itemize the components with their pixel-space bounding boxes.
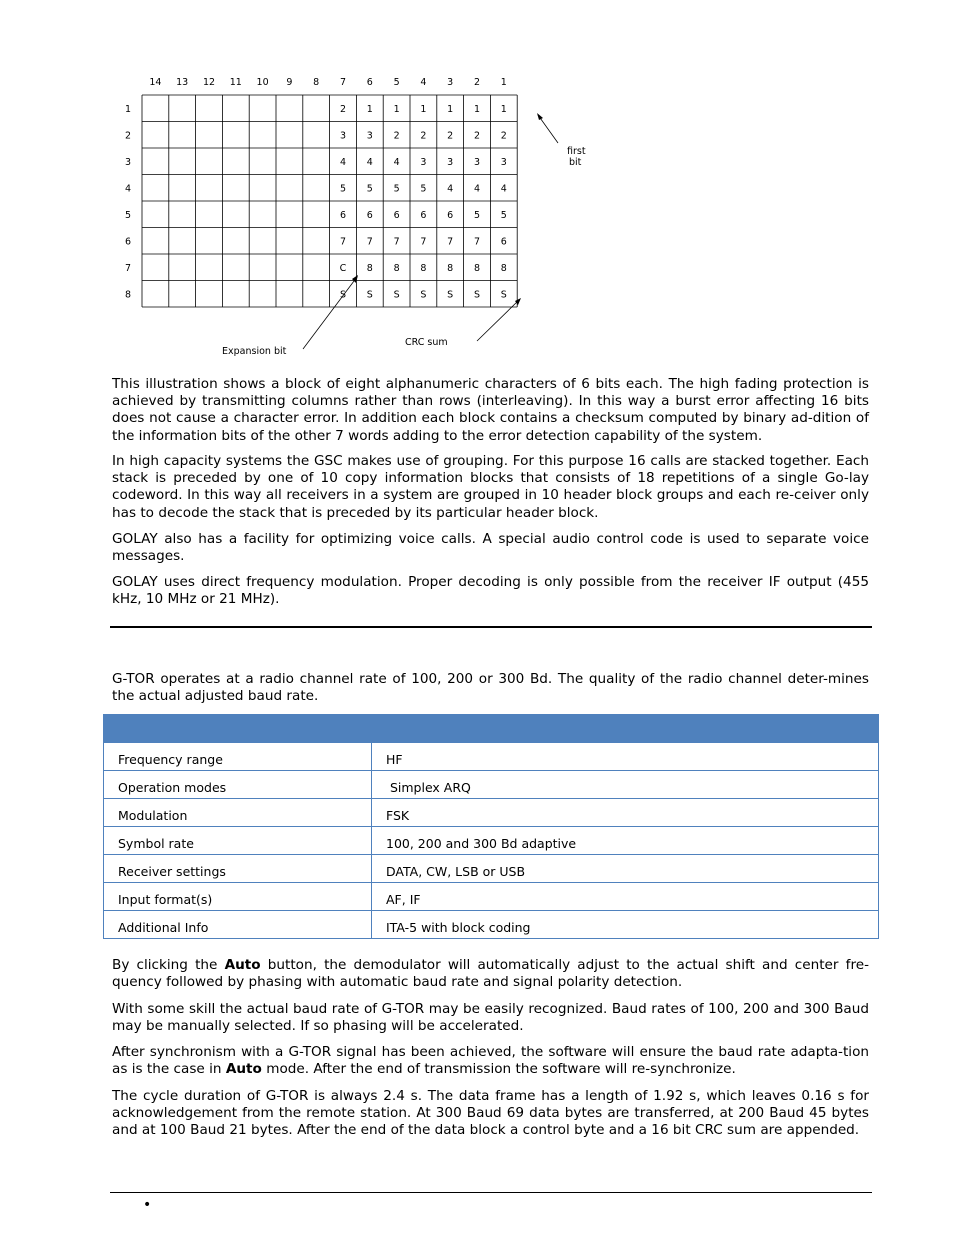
cell-value: S: [473, 289, 481, 301]
footer-divider: [110, 1192, 872, 1193]
row-header-label: 6: [124, 236, 132, 248]
crc-sum-arrowhead: [515, 298, 521, 305]
cell-value: S: [447, 289, 454, 301]
table-row: [104, 883, 879, 911]
footer-bullet: •: [143, 1197, 152, 1213]
cell-value: 1: [393, 103, 400, 115]
row-value: 100, 200 and 300 Bd adaptive: [372, 827, 879, 855]
row-header-label: 4: [124, 183, 132, 195]
cell-value: 2: [339, 103, 347, 115]
paragraph-grouping: In high capacity systems the GSC makes use of grouping. For this purpose 16 calls are stacked together. Each stack is preceded by one of 10 copy information blocks that consists of 18 repetitions of a single Go-lay codeword. In this way all receivers in a system are grouped in 10 header block groups and each re-ceiver only has to decode the stack that is preceded by its particular header block.: [112, 453, 869, 521]
cell-value: 3: [339, 130, 347, 142]
auto-keyword: Auto: [224, 957, 261, 973]
first-bit-label-line2: bit: [569, 157, 582, 168]
column-header-label: 2: [473, 77, 481, 88]
cell-value: 4: [366, 156, 373, 168]
paragraph-baud-recognition: With some skill the actual baud rate of G-TOR may be easily recognized. Baud rates of 100, 200 and 300 Baud may be manually selected. If so phasing will be accelerated.: [112, 1001, 869, 1035]
cell-value: S: [500, 289, 507, 301]
row-header-label: 1: [124, 103, 132, 115]
column-header-label: 4: [420, 77, 427, 88]
interleaving-block-diagram: [0, 0, 954, 370]
paragraph-modulation: GOLAY uses direct frequency modulation. Proper decoding is only possible from the receiver IF output (455 kHz, 10 MHz or 21 MHz).: [112, 574, 869, 608]
table-row: [104, 911, 879, 939]
expansion-bit-arrowhead: [352, 275, 358, 283]
paragraph-sync: [112, 1044, 869, 1078]
column-header-label: 1: [500, 77, 507, 88]
cell-value: 6: [420, 209, 427, 221]
row-value: Simplex ARQ: [372, 771, 879, 799]
column-header-label: 5: [393, 77, 400, 88]
section-divider: [110, 626, 872, 628]
cell-value: 8: [447, 262, 454, 274]
gtor-intro: G-TOR operates at a radio channel rate of 100, 200 or 300 Bd. The quality of the radio channel deter-mines the actual adjusted baud rate.: [112, 671, 869, 705]
cell-value: 3: [420, 156, 427, 168]
row-header-label: 3: [124, 156, 132, 168]
cell-value: 6: [366, 209, 373, 221]
cell-value: S: [366, 289, 373, 301]
crc-sum-arrow: [477, 300, 519, 341]
column-header-label: 7: [339, 77, 347, 88]
row-value: HF: [372, 743, 879, 771]
row-label: Input format(s): [104, 883, 372, 911]
cell-value: 5: [473, 209, 481, 221]
cell-value: 7: [366, 236, 373, 248]
column-header-label: 14: [149, 77, 162, 88]
cell-value: 7: [447, 236, 454, 248]
row-value: DATA, CW, LSB or USB: [372, 855, 879, 883]
column-header-label: 6: [366, 77, 373, 88]
table-row: [104, 799, 879, 827]
table-header-row: [104, 715, 879, 743]
expansion-bit-label: Expansion bit: [222, 346, 287, 357]
row-label: Operation modes: [104, 771, 372, 799]
cell-value: 5: [339, 183, 347, 195]
auto-text-before: By clicking the: [112, 957, 225, 973]
cell-value: C: [339, 262, 347, 274]
cell-value: 3: [447, 156, 454, 168]
cell-value: 8: [420, 262, 427, 274]
row-label: Symbol rate: [104, 827, 372, 855]
table-header-cell-1: [104, 715, 372, 743]
cell-value: 8: [473, 262, 481, 274]
column-header-label: 12: [202, 77, 216, 88]
paragraph-interleaving: This illustration shows a block of eight alphanumeric characters of 6 bits each. The high fading protection is achieved by transmitting columns rather than rows (interleaving). In this way a burst error affecting 16 bits does not cause a character error. In addition each block contains a checksum computed by binary ad-dition of the information bits of the other 7 words adding to the error detection capability of the system.: [112, 376, 869, 444]
column-header-label: 9: [286, 77, 293, 88]
cell-value: S: [393, 289, 400, 301]
cell-value: 4: [500, 183, 507, 195]
row-label: Receiver settings: [104, 855, 372, 883]
column-header-label: 13: [176, 77, 189, 88]
cell-value: 4: [339, 156, 347, 168]
cell-value: 7: [473, 236, 481, 248]
sync-auto-keyword: Auto: [225, 1061, 262, 1078]
row-label: Frequency range: [104, 743, 372, 771]
cell-value: 2: [500, 130, 507, 142]
cell-value: 6: [447, 209, 454, 221]
first-bit-arrowhead: [537, 113, 543, 120]
cell-values: [340, 104, 507, 301]
column-header-labels: [149, 77, 506, 88]
row-header-label: 2: [124, 130, 132, 142]
cell-value: 1: [366, 103, 373, 115]
cell-value: 1: [420, 103, 427, 115]
cell-value: 3: [473, 156, 481, 168]
table-row: [104, 855, 879, 883]
block-grid: [142, 95, 517, 307]
paragraph-voice: GOLAY also has a facility for optimizing voice calls. A special audio control code is used to separate voice messages.: [112, 531, 869, 565]
cell-value: 1: [500, 103, 507, 115]
cell-value: 4: [447, 183, 454, 195]
cell-value: 2: [447, 130, 454, 142]
column-header-label: 11: [229, 77, 242, 88]
cell-value: 5: [393, 183, 400, 195]
cell-value: 8: [393, 262, 400, 274]
row-value: FSK: [372, 799, 879, 827]
row-label: Additional Info: [104, 911, 372, 939]
cell-value: S: [420, 289, 427, 301]
cell-value: 1: [473, 103, 481, 115]
auto-text-after: button, the demodulator will automatically adjust to the actual shift and center fre-quency followed by phasing with automatic baud rate and signal polarity detection.: [112, 957, 869, 991]
column-header-label: 3: [447, 77, 454, 88]
sync-text-before: After synchronism with a G-TOR signal has been achieved, the software will ensure the baud rate adapta-tion as is the case in: [112, 1044, 869, 1078]
cell-value: 7: [393, 236, 400, 248]
cell-value: 8: [366, 262, 373, 274]
cell-value: 6: [500, 236, 507, 248]
cell-value: 8: [500, 262, 507, 274]
table-row: [104, 771, 879, 799]
paragraph-auto: [112, 957, 869, 991]
table-row: [104, 743, 879, 771]
cell-value: 5: [420, 183, 427, 195]
gtor-spec-table: [103, 714, 879, 939]
cell-value: 5: [500, 209, 507, 221]
paragraph-cycle: The cycle duration of G-TOR is always 2.4 s. The data frame has a length of 1.92 s, which leaves 0.16 s for acknowledgement from the remote station. At 300 Baud 69 data bytes are transferred, at 200 Baud 45 bytes and at 100 Baud 21 bytes. After the end of the data block a control byte and a 16 bit CRC sum are appended.: [112, 1088, 869, 1139]
cell-value: 2: [473, 130, 481, 142]
cell-value: 3: [366, 130, 373, 142]
cell-value: S: [339, 289, 347, 301]
table-row: [104, 827, 879, 855]
row-header-label: 7: [124, 262, 132, 274]
cell-value: 1: [447, 103, 454, 115]
row-value: ITA-5 with block coding: [372, 911, 879, 939]
cell-value: 2: [420, 130, 427, 142]
cell-value: 6: [393, 209, 400, 221]
cell-value: 5: [366, 183, 373, 195]
first-bit-arrow: [538, 115, 558, 143]
column-header-label: 8: [313, 77, 320, 88]
cell-value: 3: [500, 156, 507, 168]
row-header-labels: [125, 104, 131, 301]
row-header-label: 8: [124, 289, 132, 301]
column-header-label: 10: [256, 77, 269, 88]
row-label: Modulation: [104, 799, 372, 827]
first-bit-label-line1: first: [567, 146, 586, 157]
sync-text-after: mode. After the end of transmission the software will re-synchronize.: [261, 1061, 736, 1078]
cell-value: 7: [339, 236, 347, 248]
crc-sum-label: CRC sum: [405, 337, 448, 348]
row-value: AF, IF: [372, 883, 879, 911]
cell-value: 7: [420, 236, 427, 248]
cell-value: 2: [393, 130, 400, 142]
cell-value: 4: [473, 183, 481, 195]
table-header-cell-2: [372, 715, 879, 743]
cell-value: 6: [339, 209, 347, 221]
row-header-label: 5: [124, 209, 132, 221]
cell-value: 4: [393, 156, 400, 168]
